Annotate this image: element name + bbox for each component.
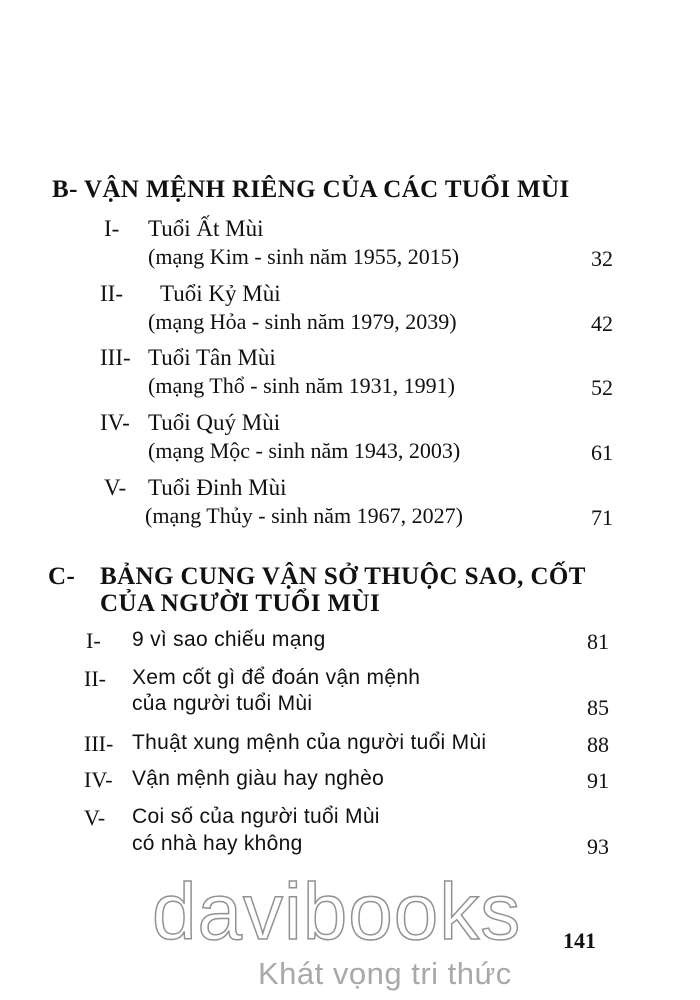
entry-page-number: 85 — [587, 695, 609, 720]
watermark-tagline: Khát vọng tri thức — [258, 956, 512, 991]
entry-title: Tuổi Tân Mùi — [148, 345, 276, 370]
entry-title: Tuổi Đinh Mùi — [148, 475, 287, 500]
watermark-brand: davibooks — [152, 867, 522, 956]
entry-title-continued: của người tuổi Mùi — [132, 692, 313, 715]
entry-number: III- — [84, 731, 114, 756]
section-c-heading-line1: BẢNG CUNG VẬN SỞ THUỘC SAO, CỐT — [100, 563, 586, 590]
entry-number: II- — [84, 666, 106, 691]
entry-title: Coi số của người tuổi Mùi — [132, 805, 380, 828]
entry-page-number: 42 — [591, 311, 613, 336]
entry-title: Tuổi Ất Mùi — [148, 216, 264, 241]
entry-title-continued: có nhà hay không — [132, 832, 303, 855]
entry-title: Vận mệnh giàu hay nghèo — [132, 767, 385, 790]
entry-subtitle: (mạng Mộc - sinh năm 1943, 2003) — [148, 438, 461, 463]
entry-number: I- — [86, 628, 101, 653]
entry-number: II- — [100, 281, 123, 306]
entry-title: 9 vì sao chiếu mạng — [132, 628, 326, 651]
entry-page-number: 88 — [587, 732, 609, 757]
section-c-label: C- — [48, 563, 76, 590]
entry-subtitle: (mạng Kim - sinh năm 1955, 2015) — [148, 244, 460, 269]
entry-number: V- — [84, 805, 106, 830]
entry-page-number: 71 — [591, 505, 613, 530]
entry-subtitle: (mạng Thổ - sinh năm 1931, 1991) — [148, 373, 455, 398]
entry-title: Tuổi Quý Mùi — [148, 410, 281, 435]
entry-subtitle: (mạng Thủy - sinh năm 1967, 2027) — [145, 503, 463, 528]
entry-page-number: 61 — [591, 440, 613, 465]
section-c-heading-line2: CỦA NGƯỜI TUỔI MÙI — [100, 590, 381, 617]
entry-number: IV- — [84, 767, 113, 792]
entry-page-number: 91 — [587, 768, 609, 793]
entry-subtitle: (mạng Hỏa - sinh năm 1979, 2039) — [148, 309, 457, 334]
entry-title: Tuổi Kỷ Mùi — [160, 281, 281, 306]
page-folio: 141 — [563, 928, 596, 953]
entry-title: Xem cốt gì để đoán vận mệnh — [132, 666, 421, 689]
entry-number: III- — [100, 345, 131, 370]
entry-number: IV- — [100, 410, 130, 435]
entry-page-number: 81 — [587, 629, 609, 654]
section-b-heading: B- VẬN MỆNH RIÊNG CỦA CÁC TUỔI MÙI — [52, 176, 570, 203]
entry-number: I- — [104, 216, 120, 241]
entry-title: Thuật xung mệnh của người tuổi Mùi — [132, 731, 487, 754]
entry-page-number: 32 — [591, 246, 613, 271]
entry-number: V- — [104, 475, 127, 500]
entry-page-number: 52 — [591, 375, 613, 400]
entry-page-number: 93 — [587, 834, 609, 859]
